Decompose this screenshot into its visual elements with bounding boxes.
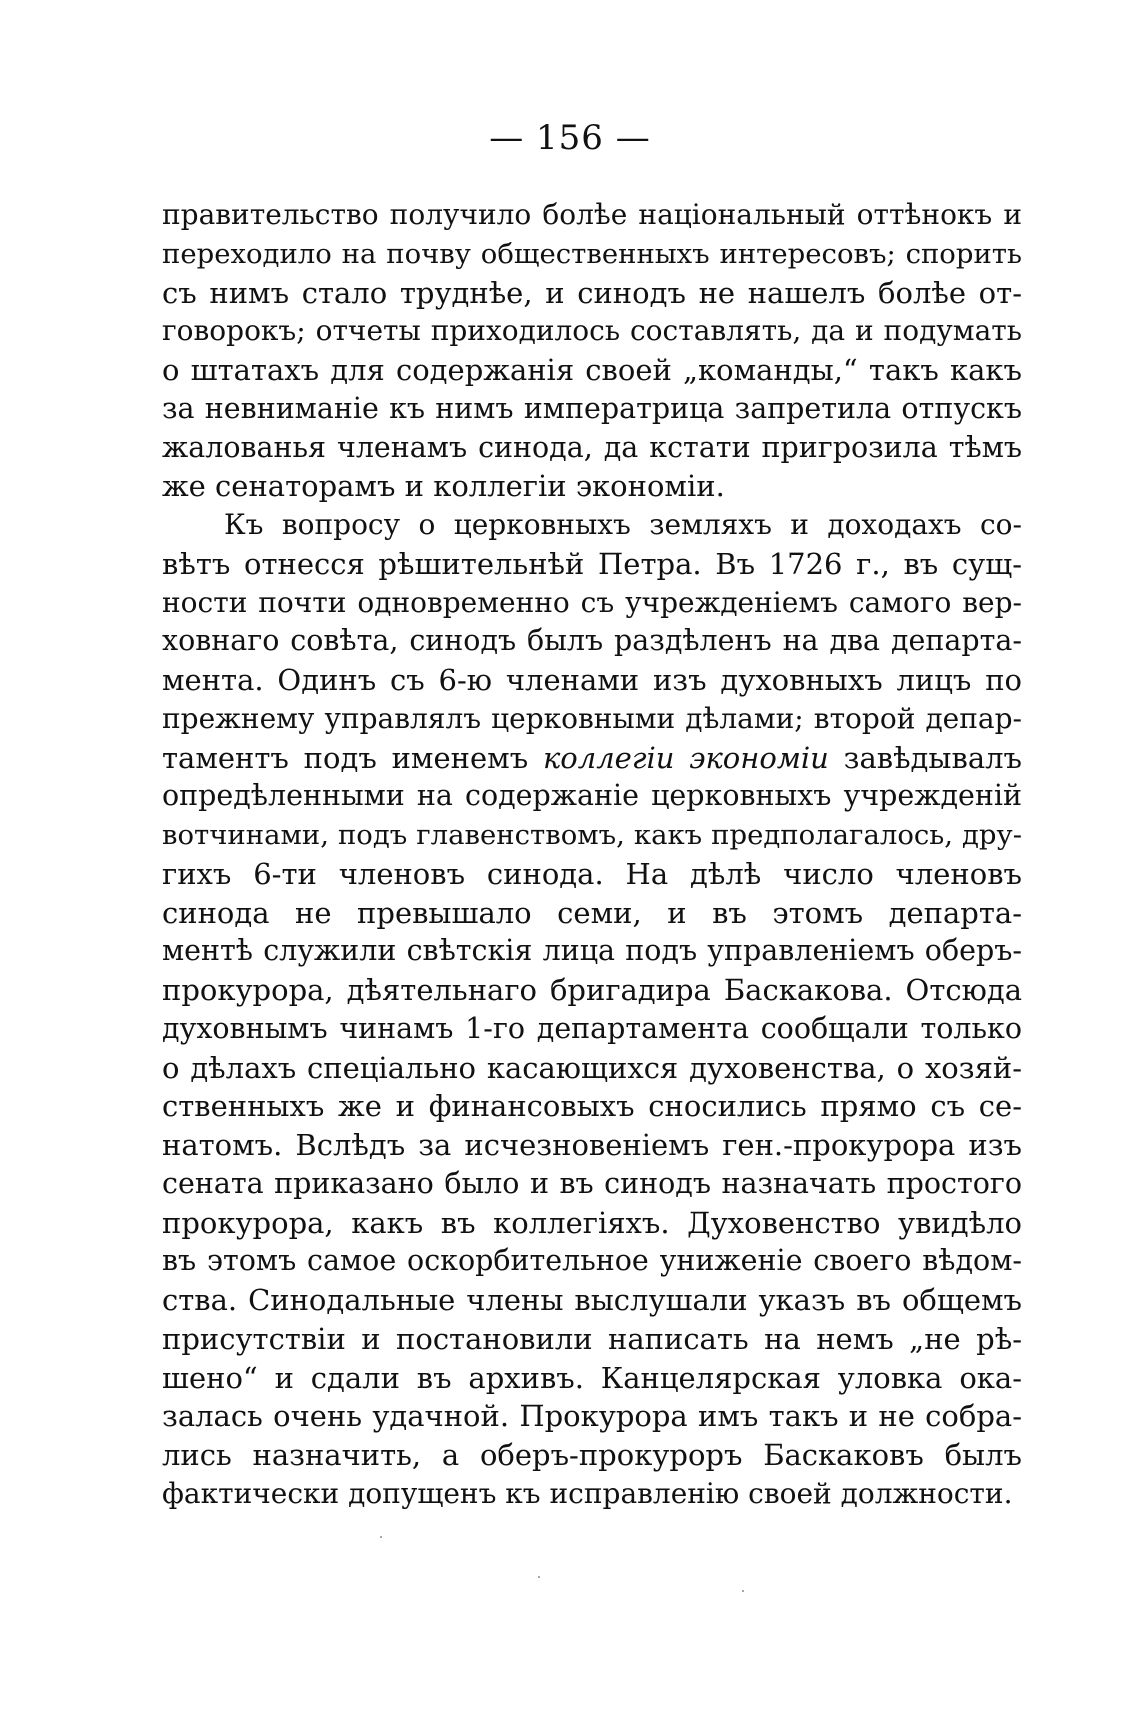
- text-line: Къ вопросу о церковныхъ земляхъ и доходахъ со-: [224, 508, 1022, 541]
- text-line: съ нимъ стало труднѣе, и синодъ не нашелъ болѣе от-: [162, 275, 1022, 310]
- scan-speck: [538, 1576, 540, 1578]
- text-line: вотчинами, подъ главенствомъ, какъ предполагалось, дру-: [162, 819, 1022, 851]
- italic-term: коллегіи: [542, 740, 675, 775]
- text-line: ментѣ служили свѣтскія лица подъ управленіемъ оберъ-: [162, 934, 1022, 968]
- text-line: вѣтъ отнесся рѣшительнѣй Петра. Въ 1726 г., въ сущ-: [162, 546, 1022, 581]
- text-line: о штатахъ для содержанія своей „команды,“ такъ какъ: [162, 353, 1022, 387]
- text-line: присутствіи и постановили написать на немъ „не рѣ-: [162, 1321, 1022, 1356]
- scan-speck: [742, 1590, 744, 1592]
- text-line: прокурора, дѣятельнаго бригадира Баскакова. Отсюда: [162, 973, 1022, 1007]
- text-line: въ этомъ самое оскорбительное униженіе своего вѣдом-: [162, 1244, 1022, 1278]
- text-fragment: таментъ подъ именемъ: [162, 740, 529, 775]
- text-line: ства. Синодальные члены выслушали указъ въ общемъ: [162, 1283, 1022, 1317]
- page-number: — 156 —: [489, 118, 651, 158]
- text-line: опредѣленными на содержаніе церковныхъ учрежденій: [162, 779, 1022, 813]
- text-line: правительство получило болѣе національный оттѣнокъ и: [162, 198, 1022, 231]
- text-line: за невниманіе къ нимъ императрица запретила отпускъ: [162, 391, 1022, 425]
- text-line: же сенаторамъ и коллегіи экономіи.: [162, 469, 725, 504]
- text-line: мента. Одинъ съ 6-ю членами изъ духовныхъ лицъ по: [162, 663, 1022, 697]
- text-line: шено“ и сдали въ архивъ. Канцелярская уловка ока-: [162, 1360, 1022, 1395]
- text-line: ности почти одновременно съ учрежденіемъ самого вер-: [162, 585, 1022, 619]
- text-line: лись назначить, а оберъ-прокуроръ Баскаковъ былъ: [162, 1438, 1022, 1472]
- text-line: натомъ. Вслѣдъ за исчезновеніемъ ген.-прокурора изъ: [162, 1128, 1022, 1162]
- text-line: о дѣлахъ спеціально касающихся духовенства, о хозяй-: [162, 1050, 1022, 1085]
- text-line: сената приказано было и въ синодъ назначать простого: [162, 1166, 1022, 1200]
- text-line-with-italics: [162, 739, 1022, 778]
- text-line: переходило на почву общественныхъ интересовъ; спорить: [162, 237, 1022, 270]
- text-line: гихъ 6-ти членовъ синода. На дѣлѣ число членовъ: [162, 856, 1022, 891]
- text-line: ственныхъ же и финансовыхъ сносились прямо съ се-: [162, 1089, 1022, 1124]
- italic-term: экономіи: [689, 740, 829, 775]
- text-line: говорокъ; отчеты приходилось составлять, да и подумать: [162, 314, 1022, 348]
- text-line: синода не превышало семи, и въ этомъ департа-: [162, 895, 1022, 930]
- text-line: прежнему управлялъ церковными дѣлами; второй депар-: [162, 701, 1022, 735]
- text-line: залась очень удачной. Прокурора имъ такъ и не собра-: [162, 1399, 1022, 1434]
- text-line: ховнаго совѣта, синодъ былъ раздѣленъ на два департа-: [162, 624, 1022, 658]
- scan-speck: [380, 1536, 382, 1538]
- body-text: [162, 196, 1022, 1514]
- text-line: фактически допущенъ къ исправленію своей должности.: [162, 1476, 1013, 1510]
- text-line: жалованья членамъ синода, да кстати пригрозила тѣмъ: [162, 430, 1022, 464]
- text-line: прокурора, какъ въ коллегіяхъ. Духовенство увидѣло: [162, 1205, 1022, 1240]
- text-fragment: завѣдывалъ: [843, 740, 1022, 775]
- text-line: духовнымъ чинамъ 1-го департамента сообщали только: [162, 1011, 1022, 1045]
